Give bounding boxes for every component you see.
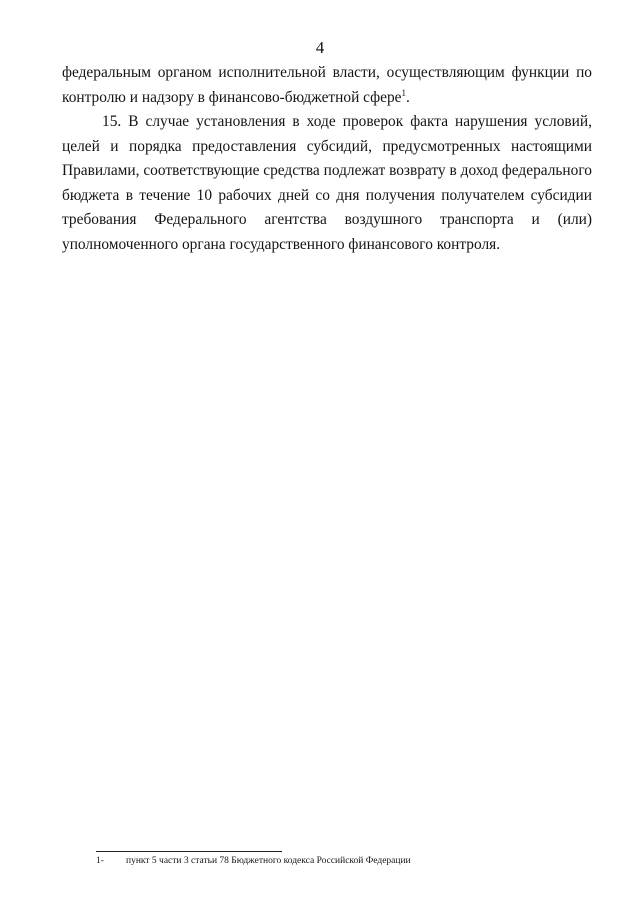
paragraph-continuation-end: . bbox=[406, 88, 410, 106]
footnote-separator bbox=[96, 851, 282, 852]
document-body bbox=[62, 61, 592, 257]
paragraph-continuation bbox=[62, 61, 592, 110]
footnote bbox=[96, 855, 556, 867]
paragraph-15: 15. В случае установления в ходе проверок факта нарушения условий, целей и порядка предоставления субсидий, предусмотренных настоящими Правилами, соответствующие средства подлежат возврату в доход федерального бюджета в течение 10 рабочих дней со дня получения получателем субсидии требования Федерального агентства воздушного транспорта и (или) уполномоченного органа государственного финансового контроля. bbox=[62, 113, 592, 253]
paragraph-continuation-text: федеральным органом исполнительной власти, осуществляющим функции по контролю и надзору в финансово-бюджетной сфере bbox=[62, 64, 592, 106]
footnote-text: пункт 5 части 3 статьи 78 Бюджетного кодекса Российской Федерации bbox=[126, 856, 411, 866]
page-number: 4 bbox=[315, 38, 325, 57]
footnote-reference: 1 bbox=[401, 87, 407, 98]
footnote-marker: 1- bbox=[96, 856, 104, 866]
